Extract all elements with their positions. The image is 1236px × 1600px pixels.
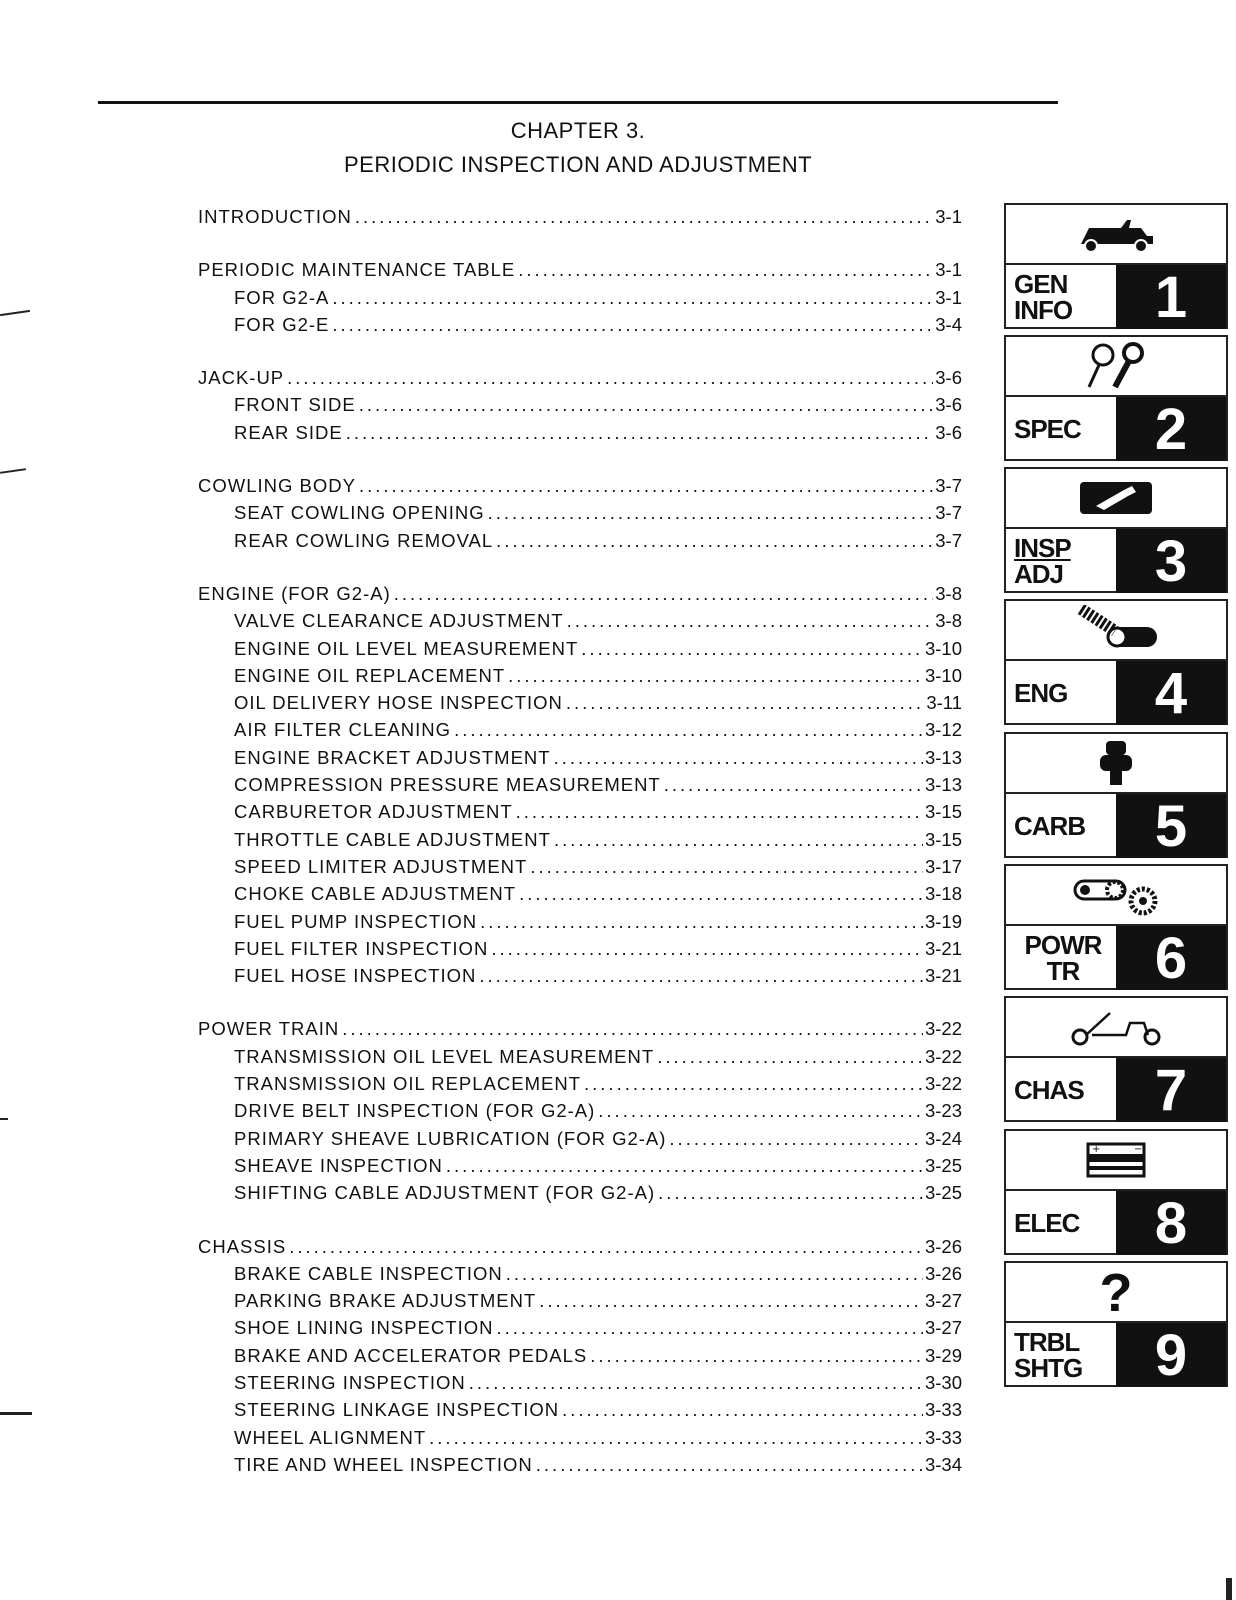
- question-icon: [1006, 1263, 1226, 1321]
- toc-entry-page: 3-7: [935, 529, 962, 551]
- tab-label-row: [1006, 1189, 1226, 1255]
- svg-text:−: −: [1134, 1144, 1143, 1155]
- toc-entry-page: 3-21: [924, 965, 962, 987]
- toc-subentry[interactable]: [198, 422, 962, 449]
- toc-entry-title: SEAT COWLING OPENING: [234, 502, 485, 524]
- dot-leader: [664, 774, 923, 796]
- dot-leader: [479, 965, 923, 987]
- engine-cylinder-icon: [1006, 601, 1226, 659]
- toc-entry-page: 3-19: [924, 910, 962, 932]
- edge-mark: [1226, 1578, 1232, 1600]
- dot-leader: [554, 747, 923, 769]
- toc-entry-page: 3-29: [924, 1344, 962, 1366]
- tab-label: [1014, 1058, 1112, 1122]
- toc-entry-title: SHEAVE INSPECTION: [234, 1154, 443, 1176]
- toc-entry-page: 3-10: [924, 637, 962, 659]
- toc-entry-title: SPEED LIMITER ADJUSTMENT: [234, 855, 528, 877]
- toc-subentry[interactable]: [198, 502, 962, 529]
- toc-entry-page: 3-8: [935, 582, 962, 604]
- toc-subentry[interactable]: [198, 1128, 962, 1155]
- toc-entry-page: 3-13: [924, 746, 962, 768]
- dot-leader: [590, 1345, 923, 1367]
- toc-entry-title: FOR G2-E: [234, 313, 330, 335]
- dot-leader: [359, 475, 933, 497]
- toc-subentry[interactable]: [198, 394, 962, 421]
- toc-subentry[interactable]: [198, 1427, 962, 1454]
- dot-leader: [491, 938, 923, 960]
- dot-leader: [581, 638, 923, 660]
- toc-subentry[interactable]: [198, 1372, 962, 1399]
- dot-leader: [480, 911, 923, 933]
- toc-entry-title: POWER TRAIN: [198, 1018, 340, 1040]
- dot-leader: [506, 1263, 923, 1285]
- tab-number: 9: [1116, 1323, 1226, 1387]
- toc-entry-title: TIRE AND WHEEL INSPECTION: [234, 1453, 533, 1475]
- dot-leader: [496, 530, 933, 552]
- toc-entry-page: 3-23: [924, 1100, 962, 1122]
- tab-label-line-1: SPEC: [1014, 414, 1081, 444]
- dot-leader: [519, 883, 923, 905]
- golf-cart-icon: [1006, 205, 1226, 263]
- toc-subentry[interactable]: [198, 1263, 962, 1290]
- dot-leader: [346, 422, 934, 444]
- tab-number: 7: [1116, 1058, 1226, 1122]
- chapter-tab-2[interactable]: [1004, 335, 1228, 461]
- dot-leader: [562, 1399, 923, 1421]
- dot-leader: [518, 259, 933, 281]
- tab-label: [1014, 397, 1112, 461]
- dot-leader: [454, 719, 923, 741]
- toc-entry-title: STEERING INSPECTION: [234, 1371, 466, 1393]
- toc-subentry[interactable]: [198, 530, 962, 557]
- toc-entry-title: SHIFTING CABLE ADJUSTMENT (FOR G2-A): [234, 1182, 656, 1204]
- tab-label: [1014, 1191, 1112, 1255]
- dot-leader: [289, 1236, 923, 1258]
- toc-section: [198, 206, 962, 233]
- battery-icon: [1006, 1131, 1226, 1189]
- toc-entry-page: 3-24: [924, 1127, 962, 1149]
- dot-leader: [657, 1046, 923, 1068]
- toc-entry[interactable]: [198, 1236, 962, 1263]
- toc-subentry[interactable]: [198, 829, 962, 856]
- tab-label-line-1: CARB: [1014, 811, 1086, 841]
- toc-entry-page: 3-12: [924, 719, 962, 741]
- toc-entry-title: BRAKE CABLE INSPECTION: [234, 1262, 503, 1284]
- toc-entry-title: CHASSIS: [198, 1235, 287, 1257]
- chapter-tab-4[interactable]: [1004, 599, 1228, 725]
- toc-subentry[interactable]: [198, 1399, 962, 1426]
- dot-leader: [469, 1372, 923, 1394]
- toc-entry-title: DRIVE BELT INSPECTION (FOR G2-A): [234, 1100, 596, 1122]
- toc-subentry[interactable]: [198, 1155, 962, 1182]
- hand-wrench-icon: [1006, 469, 1226, 527]
- tab-label-line-1: TRBL: [1014, 1327, 1080, 1357]
- toc-subentry[interactable]: [198, 610, 962, 637]
- chapter-tab-5[interactable]: [1004, 732, 1228, 858]
- toc-subentry[interactable]: [198, 1046, 962, 1073]
- tab-label-line-1: POWR: [1024, 930, 1102, 960]
- toc-entry-title: CHOKE CABLE ADJUSTMENT: [234, 883, 517, 905]
- chapter-number: CHAPTER 3.: [510, 118, 646, 143]
- dot-leader: [446, 1155, 923, 1177]
- dot-leader: [530, 856, 923, 878]
- toc-entry-title: AIR FILTER CLEANING: [234, 719, 452, 741]
- toc-entry-title: COWLING BODY: [198, 475, 356, 497]
- dot-leader: [332, 314, 933, 336]
- toc-entry-title: JACK-UP: [198, 367, 285, 389]
- toc-entry-title: TRANSMISSION OIL LEVEL MEASUREMENT: [234, 1045, 655, 1067]
- toc-section: [198, 367, 962, 449]
- dot-leader: [429, 1427, 923, 1449]
- tab-label-line-2: ADJ: [1014, 559, 1064, 589]
- toc-subentry[interactable]: [198, 1182, 962, 1209]
- tab-label-row: [1006, 792, 1226, 858]
- tab-label-line-2: SHTG: [1014, 1353, 1083, 1383]
- dot-leader: [566, 692, 924, 714]
- toc-subentry[interactable]: [198, 856, 962, 883]
- chapter-tab-7[interactable]: [1004, 996, 1228, 1122]
- toc-entry-title: BRAKE AND ACCELERATOR PEDALS: [234, 1344, 588, 1366]
- toc-section: [198, 1018, 962, 1209]
- toc-entry-title: ENGINE OIL REPLACEMENT: [234, 664, 506, 686]
- toc-entry-page: 3-17: [924, 855, 962, 877]
- toc-subentry[interactable]: [198, 314, 962, 341]
- tab-label: [1014, 529, 1112, 593]
- toc-entry-page: 3-30: [924, 1371, 962, 1393]
- carburetor-icon: [1006, 734, 1226, 792]
- tab-label-row: [1006, 527, 1226, 593]
- toc-entry-page: 3-22: [924, 1018, 962, 1040]
- toc-entry-page: 3-15: [924, 801, 962, 823]
- toc-subentry[interactable]: [198, 965, 962, 992]
- dot-leader: [598, 1100, 923, 1122]
- tab-label: [1014, 661, 1112, 725]
- toc-entry-title: WHEEL ALIGNMENT: [234, 1426, 427, 1448]
- tab-label-row: [1006, 1056, 1226, 1122]
- dot-leader: [359, 394, 934, 416]
- chapter-tab-9[interactable]: [1004, 1261, 1228, 1387]
- toc-entry-title: REAR COWLING REMOVAL: [234, 529, 494, 551]
- toc-subentry[interactable]: [198, 287, 962, 314]
- dot-leader: [536, 1454, 923, 1476]
- toc-entry-page: 3-1: [935, 206, 962, 227]
- dot-leader: [669, 1128, 923, 1150]
- toc-entry-title: CARBURETOR ADJUSTMENT: [234, 801, 513, 823]
- toc-entry-page: 3-7: [935, 475, 962, 497]
- toc-entry[interactable]: [198, 259, 962, 286]
- toc-section: [198, 1236, 962, 1482]
- tab-label-row: [1006, 263, 1226, 329]
- dot-leader: [355, 206, 933, 228]
- toc-subentry[interactable]: [198, 1345, 962, 1372]
- tab-label-row: [1006, 659, 1226, 725]
- tab-number: 8: [1116, 1191, 1226, 1255]
- tab-label-row: [1006, 1321, 1226, 1387]
- tab-label-line-1: CHAS: [1014, 1075, 1084, 1105]
- toc-entry-page: 3-33: [924, 1399, 962, 1421]
- toc-entry-title: ENGINE BRACKET ADJUSTMENT: [234, 746, 551, 768]
- toc-subentry[interactable]: [198, 801, 962, 828]
- toc-entry-page: 3-15: [924, 828, 962, 850]
- tab-label-line-2: TR: [1046, 956, 1080, 986]
- toc-subentry[interactable]: [198, 1290, 962, 1317]
- binding-mark: [0, 310, 30, 316]
- toc-entry-title: OIL DELIVERY HOSE INSPECTION: [234, 692, 563, 714]
- table-of-contents: [198, 206, 962, 1507]
- toc-section: [198, 475, 962, 557]
- svg-text:+: +: [1092, 1144, 1101, 1155]
- toc-subentry[interactable]: [198, 1454, 962, 1481]
- toc-entry-page: 3-7: [935, 502, 962, 524]
- toc-entry[interactable]: [198, 475, 962, 502]
- chapter-tab-1[interactable]: [1004, 203, 1228, 329]
- toc-entry-page: 3-8: [935, 610, 962, 632]
- tab-label: [1014, 926, 1112, 990]
- tab-label: [1014, 265, 1112, 329]
- tab-label-row: [1006, 924, 1226, 990]
- toc-entry[interactable]: [198, 1018, 962, 1045]
- toc-entry-page: 3-25: [924, 1182, 962, 1204]
- toc-entry-page: 3-22: [924, 1073, 962, 1095]
- chapter-title: PERIODIC INSPECTION AND ADJUSTMENT: [343, 152, 813, 177]
- toc-entry-title: STEERING LINKAGE INSPECTION: [234, 1399, 560, 1421]
- toc-subentry[interactable]: [198, 883, 962, 910]
- chassis-icon: [1006, 998, 1226, 1056]
- toc-subentry[interactable]: [198, 1317, 962, 1344]
- toc-entry[interactable]: [198, 206, 962, 233]
- binding-mark: [0, 1118, 8, 1120]
- toc-entry-page: 3-27: [924, 1317, 962, 1339]
- tab-number: 4: [1116, 661, 1226, 725]
- tab-label: [1014, 1323, 1112, 1387]
- dot-leader: [488, 502, 934, 524]
- toc-subentry[interactable]: [198, 1073, 962, 1100]
- dot-leader: [658, 1182, 923, 1204]
- toc-entry-title: PRIMARY SHEAVE LUBRICATION (FOR G2-A): [234, 1127, 667, 1149]
- toc-entry-title: REAR SIDE: [234, 421, 343, 443]
- binding-mark: [0, 468, 26, 474]
- toc-entry-title: VALVE CLEARANCE ADJUSTMENT: [234, 610, 564, 632]
- dot-leader: [496, 1317, 923, 1339]
- chapter-tab-3[interactable]: [1004, 467, 1228, 593]
- toc-entry-title: FRONT SIDE: [234, 394, 356, 416]
- toc-entry-page: 3-26: [924, 1235, 962, 1257]
- toc-entry-title: ENGINE OIL LEVEL MEASUREMENT: [234, 637, 579, 659]
- dot-leader: [567, 610, 934, 632]
- toc-entry-title: TRANSMISSION OIL REPLACEMENT: [234, 1073, 582, 1095]
- tab-number: 5: [1116, 794, 1226, 858]
- tab-label-line-1: INSP: [1014, 533, 1071, 563]
- tab-label-line-1: ENG: [1014, 678, 1068, 708]
- toc-entry-page: 3-26: [924, 1262, 962, 1284]
- dot-leader: [554, 829, 923, 851]
- toc-entry-title: THROTTLE CABLE ADJUSTMENT: [234, 828, 551, 850]
- dot-leader: [584, 1073, 923, 1095]
- tab-label-line-2: INFO: [1014, 295, 1073, 325]
- toc-entry-page: 3-34: [924, 1453, 962, 1475]
- toc-subentry[interactable]: [198, 719, 962, 746]
- dot-leader: [342, 1018, 923, 1040]
- toc-entry-title: PERIODIC MAINTENANCE TABLE: [198, 259, 516, 281]
- toc-entry-page: 3-18: [924, 883, 962, 905]
- dot-leader: [394, 583, 933, 605]
- binding-mark: [0, 1412, 32, 1415]
- toc-entry-page: 3-6: [935, 367, 962, 389]
- toc-entry-page: 3-10: [924, 664, 962, 686]
- toc-entry-page: 3-4: [935, 313, 962, 335]
- dot-leader: [332, 287, 933, 309]
- toc-subentry[interactable]: [198, 1100, 962, 1127]
- toc-entry-title: INTRODUCTION: [198, 206, 352, 227]
- toc-entry-page: 3-22: [924, 1045, 962, 1067]
- gears-icon: [1006, 866, 1226, 924]
- toc-entry-title: COMPRESSION PRESSURE MEASUREMENT: [234, 774, 661, 796]
- toc-section: [198, 583, 962, 992]
- toc-subentry[interactable]: [198, 911, 962, 938]
- toc-entry-page: 3-1: [935, 286, 962, 308]
- top-rule: [98, 101, 1058, 104]
- toc-entry[interactable]: [198, 583, 962, 610]
- toc-entry-title: FUEL PUMP INSPECTION: [234, 910, 478, 932]
- svg-text:?: ?: [1099, 1265, 1133, 1319]
- toc-section: [198, 259, 962, 341]
- tab-number: 6: [1116, 926, 1226, 990]
- toc-subentry[interactable]: [198, 747, 962, 774]
- dot-leader: [539, 1290, 923, 1312]
- gauge-wrench-icon: [1006, 337, 1226, 395]
- toc-entry[interactable]: [198, 367, 962, 394]
- tab-label: [1014, 794, 1112, 858]
- toc-entry-page: 3-6: [935, 421, 962, 443]
- dot-leader: [508, 665, 923, 687]
- tab-number: 2: [1116, 397, 1226, 461]
- toc-subentry[interactable]: [198, 665, 962, 692]
- toc-entry-title: FOR G2-A: [234, 286, 330, 308]
- toc-entry-page: 3-11: [926, 692, 962, 714]
- toc-entry-page: 3-13: [924, 774, 962, 796]
- dot-leader: [287, 367, 933, 389]
- toc-subentry[interactable]: [198, 774, 962, 801]
- toc-entry-title: SHOE LINING INSPECTION: [234, 1317, 494, 1339]
- toc-entry-page: 3-6: [935, 394, 962, 416]
- tab-label-line-1: ELEC: [1014, 1208, 1080, 1238]
- toc-entry-title: ENGINE (FOR G2-A): [198, 582, 391, 604]
- tab-number: 3: [1116, 529, 1226, 593]
- toc-entry-title: PARKING BRAKE ADJUSTMENT: [234, 1290, 537, 1312]
- toc-subentry[interactable]: [198, 638, 962, 665]
- tab-number: 1: [1116, 265, 1226, 329]
- toc-entry-page: 3-33: [924, 1426, 962, 1448]
- toc-entry-page: 3-27: [924, 1290, 962, 1312]
- tab-label-line-1: GEN: [1014, 269, 1068, 299]
- dot-leader: [516, 801, 923, 823]
- toc-entry-title: FUEL HOSE INSPECTION: [234, 965, 477, 987]
- toc-entry-page: 3-1: [935, 259, 962, 281]
- toc-entry-page: 3-21: [924, 937, 962, 959]
- chapter-tab-8[interactable]: [1004, 1129, 1228, 1255]
- toc-entry-page: 3-25: [924, 1154, 962, 1176]
- toc-subentry[interactable]: [198, 938, 962, 965]
- toc-entry-title: FUEL FILTER INSPECTION: [234, 937, 489, 959]
- tab-label-row: [1006, 395, 1226, 461]
- chapter-tab-6[interactable]: [1004, 864, 1228, 990]
- toc-subentry[interactable]: [198, 692, 962, 719]
